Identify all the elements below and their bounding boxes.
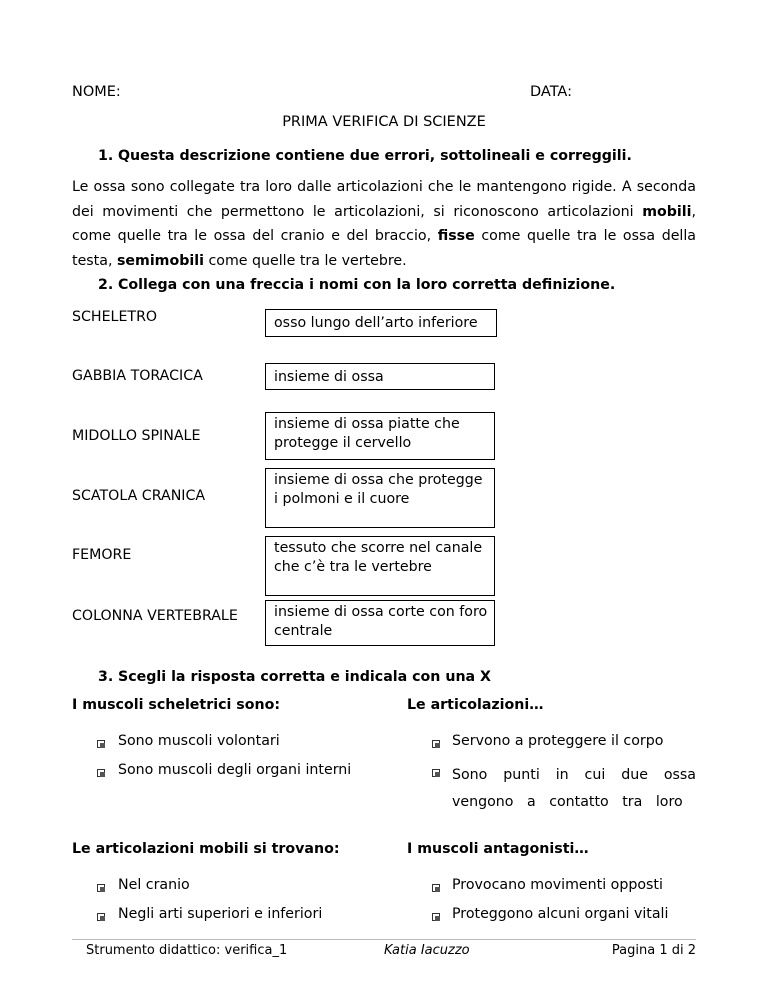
group2-title: Le articolazioni… — [407, 697, 544, 713]
date-label: DATA: — [530, 84, 572, 100]
q1-heading: Questa descrizione contiene due errori, sottolineali e correggili. — [118, 148, 632, 164]
group1-title: I muscoli scheletrici sono: — [72, 697, 280, 713]
definition-box-5: tessuto che scorre nel canale che c’è tra le vertebre — [265, 536, 495, 596]
group3-option-1: Nel cranio — [118, 877, 190, 893]
group1-option-1: Sono muscoli volontari — [118, 733, 280, 749]
q2-number: 2. — [98, 277, 114, 293]
group4-title: I muscoli antagonisti… — [407, 841, 589, 857]
footer-left: Strumento didattico: verifica_1 — [86, 943, 288, 958]
checkbox-icon[interactable] — [97, 740, 105, 748]
footer-page-number: Pagina 1 di 2 — [611, 943, 696, 958]
q1-line-2: dei movimenti che permettono le articolazioni, si riconoscono articolazioni mobili, — [72, 203, 696, 220]
q2-heading: Collega con una freccia i nomi con la loro corretta definizione. — [118, 277, 616, 293]
group2-option-2: Sono punti in cui due ossa vengono a contatto tra loro — [452, 767, 696, 810]
q3-number: 3. — [98, 669, 114, 685]
word-semimobili: semimobili — [116, 252, 204, 269]
group2-option-1: Servono a proteggere il corpo — [452, 733, 664, 749]
group3-option-2: Negli arti superiori e inferiori — [118, 906, 323, 922]
group4-option-1: Provocano movimenti opposti — [452, 877, 663, 893]
word-fisse: fisse — [437, 228, 475, 245]
checkbox-icon[interactable] — [432, 769, 440, 777]
footer-divider — [72, 939, 696, 940]
term-femore: FEMORE — [72, 547, 132, 563]
q1-line-1: Le ossa sono collegate tra loro dalle articolazioni che le mantengono rigide. A seconda — [72, 179, 696, 195]
page-title: PRIMA VERIFICA DI SCIENZE — [282, 114, 486, 130]
word-mobili: mobili — [642, 203, 692, 220]
definition-box-4: insieme di ossa che protegge i polmoni e il cuore — [265, 468, 495, 528]
definition-box-3: insieme di ossa piatte che protegge il cervello — [265, 412, 495, 460]
checkbox-icon[interactable] — [97, 769, 105, 777]
term-midollo-spinale: MIDOLLO SPINALE — [72, 428, 201, 444]
q1-line-3: come quelle tra le ossa del cranio e del braccio, fisse come quelle tra le ossa della — [72, 228, 697, 245]
footer-author: Katia Iacuzzo — [384, 943, 470, 958]
q3-heading: Scegli la risposta corretta e indicala con una X — [118, 669, 491, 685]
checkbox-icon[interactable] — [432, 884, 440, 892]
checkbox-icon[interactable] — [97, 884, 105, 892]
checkbox-icon[interactable] — [432, 913, 440, 921]
term-scatola-cranica: SCATOLA CRANICA — [72, 488, 206, 504]
q1-paragraph — [72, 175, 696, 273]
term-scheletro: SCHELETRO — [72, 309, 158, 325]
definition-box-6: insieme di ossa corte con foro centrale — [265, 600, 495, 646]
group3-title: Le articolazioni mobili si trovano: — [72, 841, 340, 857]
group1-option-2: Sono muscoli degli organi interni — [118, 762, 352, 778]
checkbox-icon[interactable] — [432, 740, 440, 748]
q1-line-4: testa, semimobili come quelle tra le vertebre. — [72, 252, 407, 269]
name-label: NOME: — [72, 84, 121, 100]
term-gabbia-toracica: GABBIA TORACICA — [72, 368, 203, 384]
definition-box-2: insieme di ossa — [265, 363, 495, 390]
q1-number: 1. — [98, 148, 114, 164]
definition-box-1: osso lungo dell’arto inferiore — [265, 309, 497, 337]
group4-option-2: Proteggono alcuni organi vitali — [452, 906, 669, 922]
term-colonna-vertebrale: COLONNA VERTEBRALE — [72, 608, 238, 624]
checkbox-icon[interactable] — [97, 913, 105, 921]
